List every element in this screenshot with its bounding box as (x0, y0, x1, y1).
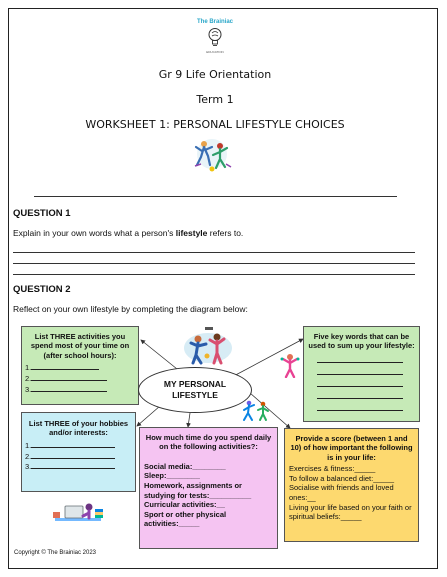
question1-text-bold: lifestyle (175, 228, 208, 238)
keywords-box (303, 326, 420, 422)
question2-text: Reflect on your own lifestyle by completing the diagram below: (13, 304, 248, 314)
score-item-socialise[interactable]: Socialise with friends and loved ones:__ (289, 483, 394, 502)
keyword-line-4[interactable] (317, 391, 403, 399)
activities-item-3[interactable]: 3. (25, 384, 135, 395)
hobbies-title: List THREE of your hobbies and/or interests: (28, 419, 129, 438)
time-item-homework[interactable]: Homework, assignments or studying for tests:__________ (144, 480, 252, 500)
brand-name: The Brainiac (196, 19, 233, 25)
keywords-title: Five key words that can be used to sum up your lifestyle: (308, 332, 415, 351)
score-item-exercise[interactable]: Exercises & fitness:_____ (289, 464, 376, 474)
hobbies-box (21, 412, 136, 492)
child-exercising-illustration-icon (278, 352, 302, 378)
center-ellipse (138, 367, 252, 413)
time-title: How much time do you spend daily on the following activities?: (145, 433, 272, 452)
keyword-line-2[interactable] (317, 367, 403, 375)
time-item-sleep[interactable]: Sleep:________ (144, 471, 200, 481)
score-item-faith[interactable]: Living your life based on your faith or spiritual beliefs:_____ (289, 502, 412, 522)
time-item-social-media[interactable]: Social media:________ (144, 461, 226, 471)
center-label: MY PERSONAL LIFESTYLE (163, 379, 227, 400)
hobbies-item-1[interactable]: 1. (25, 440, 132, 451)
worksheet-title: WORKSHEET 1: PERSONAL LIFESTYLE CHOICES (85, 118, 345, 131)
brand-tagline: EDUCATION (206, 50, 224, 54)
keyword-line-5[interactable] (317, 403, 403, 411)
people-running-illustration-icon (240, 400, 272, 422)
student-studying-illustration-icon (49, 498, 107, 528)
score-item-diet[interactable]: To follow a balanced diet:_____ (289, 473, 395, 483)
copyright: Copyright © The Brainiac 2023 (14, 550, 97, 556)
activities-item-1[interactable]: 1. (25, 362, 135, 373)
score-box (284, 428, 419, 542)
question1-title: QUESTION 1 (13, 208, 71, 219)
keyword-line-1[interactable] (317, 355, 403, 363)
activities-box (21, 326, 139, 405)
hobbies-item-2[interactable]: 2. (25, 451, 132, 462)
time-item-sport[interactable]: Sport or other physical activities:_____ (144, 509, 227, 529)
keyword-line-3[interactable] (317, 379, 403, 387)
grade-heading: Gr 9 Life Orientation (158, 68, 272, 81)
activities-item-2[interactable]: 2. (25, 373, 135, 384)
question2-title: QUESTION 2 (13, 284, 71, 295)
question1-text-before: Explain in your own words what a person's (13, 228, 176, 238)
score-title: Provide a score (between 1 and 10) of how important the following is in your life: (290, 434, 413, 462)
activities-title: List THREE activities you spend most of your time on (after school hours): (30, 332, 130, 360)
time-box (139, 427, 278, 549)
hobbies-item-3[interactable]: 3. (25, 461, 132, 472)
family-fitness-illustration-icon (181, 326, 235, 366)
time-item-curricular[interactable]: Curricular activities:__ (144, 500, 225, 510)
term-heading: Term 1 (196, 93, 234, 106)
question1-text-after: refers to. (207, 228, 244, 238)
